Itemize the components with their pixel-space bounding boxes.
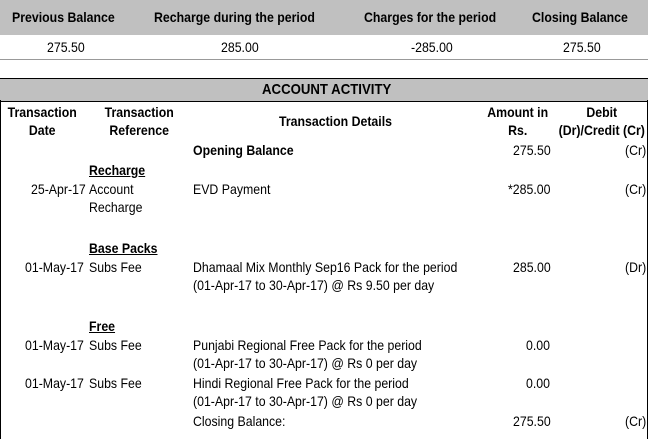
column-header-amount: Amount in Rs. [487,104,549,138]
base-pack-row-reference: Subs Fee [89,259,142,275]
closing-balance-header: Closing Balance [532,9,628,25]
section-title-base-packs: Base Packs [89,240,158,256]
recharge-period-header: Recharge during the period [154,9,315,25]
opening-balance-drcr: (Cr) [625,142,647,158]
recharge-period-value: 285.00 [221,39,259,55]
free-row-1-reference: Subs Fee [89,337,142,353]
free-row-2-details: Hindi Regional Free Pack for the period (01-Apr-17 to 30-Apr-17) @ Rs 0 per day [193,375,418,409]
section-title-recharge: Recharge [89,162,146,178]
free-row-1-date: 01-May-17 [25,337,84,353]
base-pack-row-amount: 285.00 [513,259,551,275]
account-activity-title: ACCOUNT ACTIVITY [262,81,392,98]
column-header-drcr: Debit (Dr)/Credit (Cr) [558,104,645,138]
column-header-reference: Transaction Reference [104,104,174,138]
table-right-border [647,100,648,439]
base-pack-row-date: 01-May-17 [25,259,84,275]
free-row-2-amount: 0.00 [526,375,550,391]
summary-header-row [0,0,648,35]
column-header-details: Transaction Details [279,113,392,129]
closing-balance-label: Closing Balance: [193,413,286,429]
opening-balance-amount: 275.50 [513,142,551,158]
recharge-row-amount: *285.00 [508,181,551,197]
charges-period-value: -285.00 [411,39,453,55]
previous-balance-header: Previous Balance [12,9,115,25]
free-row-1-amount: 0.00 [526,337,550,353]
base-pack-row-details: Dhamaal Mix Monthly Sep16 Pack for the period (01-Apr-17 to 30-Apr-17) @ Rs 9.50 per day [193,259,458,293]
account-activity-title-bar [0,78,648,102]
previous-balance-value: 275.50 [47,39,85,55]
recharge-row-date: 25-Apr-17 [31,181,86,197]
free-row-1-details: Punjabi Regional Free Pack for the period (01-Apr-17 to 30-Apr-17) @ Rs 0 per day [193,337,422,371]
recharge-row-drcr: (Cr) [625,181,647,197]
recharge-row-reference: Account Recharge [89,181,143,215]
table-left-border [0,100,1,439]
section-title-free: Free [89,318,116,334]
opening-balance-label: Opening Balance [193,142,294,158]
closing-balance-drcr: (Cr) [625,413,647,429]
recharge-row-details: EVD Payment [193,181,271,197]
summary-values-row [0,35,648,60]
column-header-date: Transaction Date [7,104,77,138]
base-pack-row-drcr: (Dr) [625,259,647,275]
closing-balance-value: 275.50 [563,39,601,55]
free-row-2-date: 01-May-17 [25,375,84,391]
charges-period-header: Charges for the period [364,9,497,25]
free-row-2-reference: Subs Fee [89,375,142,391]
closing-balance-amount: 275.50 [513,413,551,429]
